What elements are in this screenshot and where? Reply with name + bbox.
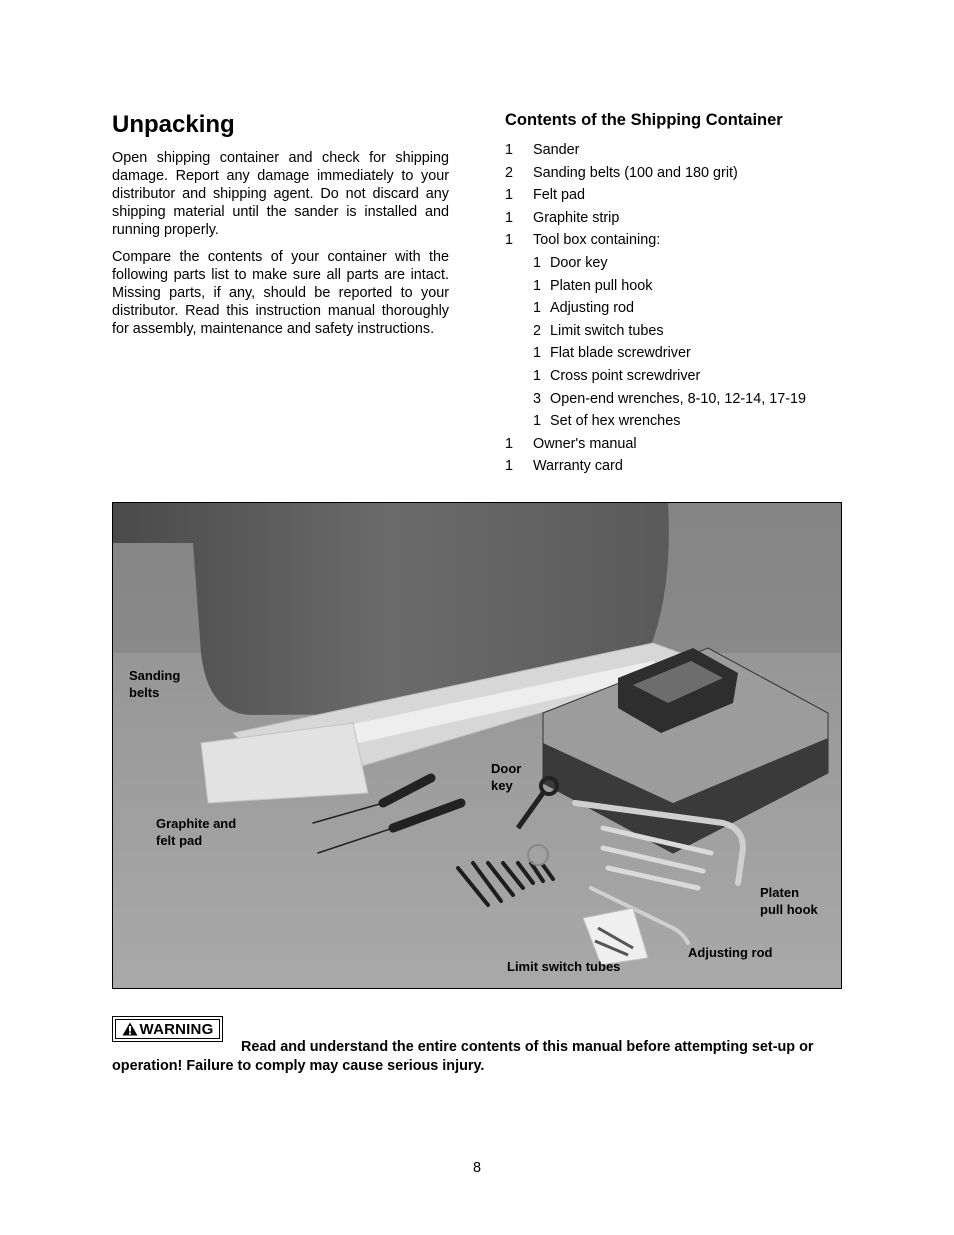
list-item: 1 Graphite strip — [505, 209, 620, 226]
list-item: 1 Adjusting rod — [533, 300, 634, 317]
list-item: 2 Limit switch tubes — [533, 322, 664, 339]
list-item: 1 Platen pull hook — [533, 277, 653, 294]
warning-text: Read and understand the entire contents of this manual before attempting set-up or operation! Failure to comply may cause serious injury. — [112, 1039, 814, 1074]
warning-label: WARNING — [139, 1020, 214, 1038]
list-item: 1 Door key — [533, 254, 608, 271]
list-item: 1 Felt pad — [505, 187, 585, 204]
callout-door-key: Door key — [491, 761, 522, 793]
photo-illustration — [113, 503, 841, 988]
list-item: 1 Tool box containing: — [505, 232, 661, 249]
contents-heading: Contents of the Shipping Container — [505, 111, 783, 129]
callout-sanding-belts: Sanding belts — [129, 668, 181, 700]
list-item: 2 Sanding belts (100 and 180 grit) — [505, 164, 738, 181]
paragraph-compare: Compare the contents of your container with the following parts list to make sure all parts are intact. Missing parts, if any, should be reported to your distributor. Read this instruction manual thoroughly for assembly, maintenance and safety instructions. — [112, 249, 449, 337]
list-item: 1 Flat blade screwdriver — [533, 345, 691, 362]
intro-text — [112, 149, 449, 347]
list-item: 1 Owner's manual — [505, 435, 637, 452]
callout-limit-switch-tubes: Limit switch tubes — [507, 959, 621, 974]
list-item: 1 Set of hex wrenches — [533, 413, 681, 430]
list-item: 1 Cross point screwdriver — [533, 367, 701, 384]
list-item: 1 Sander — [505, 142, 580, 158]
callout-adjusting-rod: Adjusting rod — [688, 945, 773, 960]
callout-platen-hook: Platen pull hook — [760, 885, 818, 917]
callout-graphite-felt: Graphite and felt pad — [156, 816, 237, 848]
page-title: Unpacking — [112, 111, 235, 138]
contents-photo — [112, 502, 842, 989]
list-item: 3 Open-end wrenches, 8-10, 12-14, 17-19 — [533, 390, 806, 407]
contents-list — [505, 140, 845, 479]
page-number: 8 — [472, 1160, 481, 1176]
paragraph-inspect: Open shipping container and check for shipping damage. Report any damage immediately to your distributor and shipping agent. Do not discard any shipping material until the sander is installed and running properly. — [112, 150, 449, 238]
list-item: 1 Warranty card — [505, 458, 623, 475]
warning-triangle-icon — [122, 1022, 138, 1036]
